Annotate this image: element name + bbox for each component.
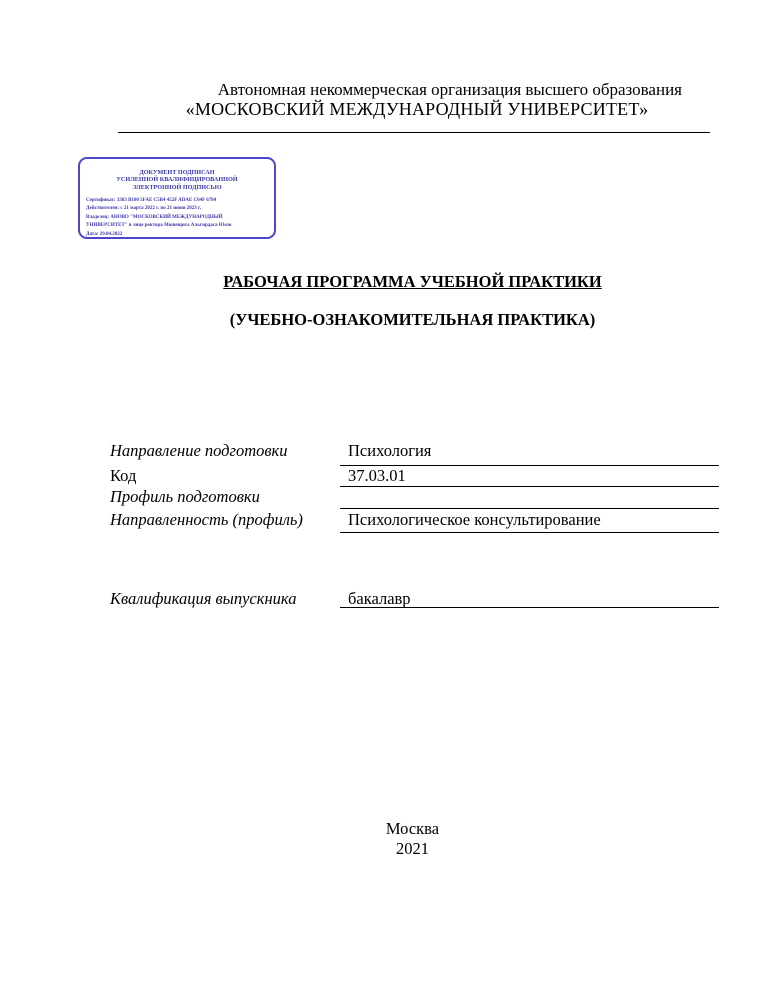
stamp-owner: Владелец: АНОВО "МОСКОВСКИЙ МЕЖДУНАРОДНЫЙ — [86, 214, 223, 220]
stamp-date: Дата: 29.04.2022 — [86, 231, 123, 237]
stamp-title: ДОКУМЕНТ ПОДПИСАН УСИЛЕННОЙ КВАЛИФИЦИРОВАННОЙ ЭЛЕКТРОННОЙ ПОДПИСЬЮ — [116, 169, 238, 191]
direction-label: Направление подготовки — [110, 441, 288, 460]
city: Москва — [385, 819, 440, 838]
qualification-underline — [340, 607, 719, 608]
focus-label: Направленность (профиль) — [110, 510, 303, 529]
year: 2021 — [396, 839, 429, 858]
stamp-validity: Действителен: с 21 марта 2022 г. по 21 июня 2023 г. — [86, 206, 202, 212]
direction-value: Психология — [348, 441, 432, 460]
qualification-label: Квалификация выпускника — [110, 589, 297, 608]
header-divider — [118, 132, 710, 133]
code-label: Код — [110, 466, 137, 485]
code-value: 37.03.01 — [348, 466, 406, 485]
stamp-details — [86, 197, 270, 239]
document-title: РАБОЧАЯ ПРОГРАММА УЧЕБНОЙ ПРАКТИКИ — [223, 272, 602, 291]
stamp-certificate: Сертификат: 3383 B100 5FAE C5B4 452F ADAE C64F 6784 — [86, 198, 217, 203]
stamp-owner-cont: УНИВЕРСИТЕТ" в лице ректора Мошещиса Альгирдаса Юозо — [86, 223, 232, 229]
organization-line: Автономная некоммерческая организация высшего образования — [217, 80, 682, 99]
profile-label: Профиль подготовки — [110, 487, 260, 506]
digital-signature-stamp — [78, 157, 276, 239]
code-underline — [340, 486, 719, 487]
focus-value: Психологическое консультирование — [348, 510, 601, 529]
document-subtitle: (УЧЕБНО-ОЗНАКОМИТЕЛЬНАЯ ПРАКТИКА) — [229, 310, 596, 329]
university-name: «МОСКОВСКИЙ МЕЖДУНАРОДНЫЙ УНИВЕРСИТЕТ» — [185, 99, 649, 119]
qualification-value: бакалавр — [348, 589, 411, 608]
profile-underline — [340, 508, 719, 509]
focus-underline — [340, 532, 719, 533]
